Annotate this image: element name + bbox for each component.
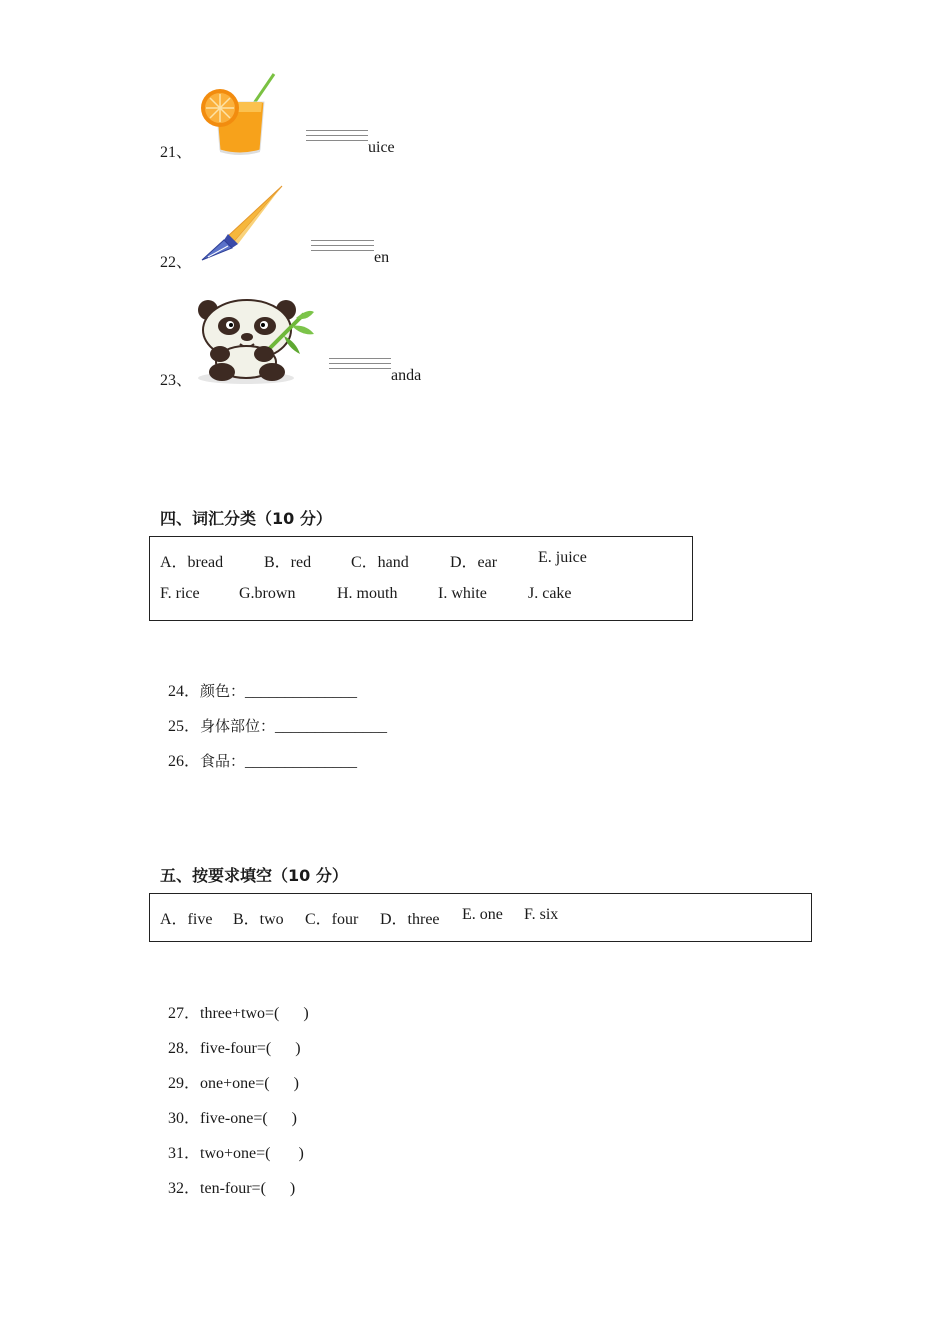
question-text: five-one=( ) <box>200 1110 297 1127</box>
question-number: 31． <box>168 1145 201 1162</box>
option-a: A．bread <box>160 554 224 571</box>
answer-blank[interactable]: ______________ <box>275 718 388 735</box>
option-d: D．three <box>380 911 440 928</box>
question-number: 26． <box>168 753 201 770</box>
option-d: D．ear <box>450 554 498 571</box>
question-label: 身体部位： <box>200 717 276 735</box>
question-number: 30． <box>168 1110 201 1127</box>
section-5-title: 五、按要求填空（10 分） <box>160 866 348 885</box>
option-e: E. one <box>462 906 503 923</box>
answer-blank[interactable]: ______________ <box>245 683 358 700</box>
question-number: 27． <box>168 1005 201 1022</box>
question-text: one+one=( ) <box>200 1075 299 1092</box>
option-e: E. juice <box>538 549 587 566</box>
option-f: F. rice <box>160 585 200 602</box>
question-number: 24． <box>168 683 201 700</box>
section-4-title: 四、词汇分类（10 分） <box>160 509 332 528</box>
option-h: H. mouth <box>337 585 398 602</box>
question-number: 25． <box>168 718 201 735</box>
question-number-22: 22、 <box>160 254 193 271</box>
orange-juice-icon <box>196 72 276 156</box>
question-text: two+one=( ) <box>200 1145 304 1162</box>
option-a: A．five <box>160 911 213 928</box>
question-number: 32． <box>168 1180 201 1197</box>
answer-blank-23[interactable] <box>329 358 391 373</box>
answer-blank-22[interactable] <box>311 240 374 255</box>
option-c: C．four <box>305 911 359 928</box>
option-b: B．two <box>233 911 284 928</box>
option-f: F. six <box>524 906 559 923</box>
option-j: J. cake <box>528 585 572 602</box>
answer-blank-21[interactable] <box>306 130 368 145</box>
word-suffix-22: en <box>374 249 390 266</box>
question-text: ten-four=( ) <box>200 1180 296 1197</box>
option-g: G.brown <box>239 585 296 602</box>
question-number: 29． <box>168 1075 201 1092</box>
question-number-23: 23、 <box>160 372 193 389</box>
panda-icon <box>196 296 316 386</box>
number-options-box <box>149 893 812 942</box>
word-options-box <box>149 536 693 621</box>
question-number-21: 21、 <box>160 144 193 161</box>
question-32 <box>160 1157 295 1198</box>
option-c: C．hand <box>351 554 409 571</box>
question-label: 颜色： <box>200 682 246 700</box>
pen-icon <box>198 184 284 262</box>
question-text: five-four=( ) <box>200 1040 301 1057</box>
question-text: three+two=( ) <box>200 1005 309 1022</box>
question-label: 食品： <box>200 752 246 770</box>
word-suffix-21: uice <box>368 139 395 156</box>
question-number: 28． <box>168 1040 201 1057</box>
answer-blank[interactable]: ______________ <box>245 753 358 770</box>
option-i: I. white <box>438 585 487 602</box>
option-b: B．red <box>264 554 312 571</box>
question-26 <box>160 730 357 771</box>
word-suffix-23: anda <box>391 367 422 384</box>
